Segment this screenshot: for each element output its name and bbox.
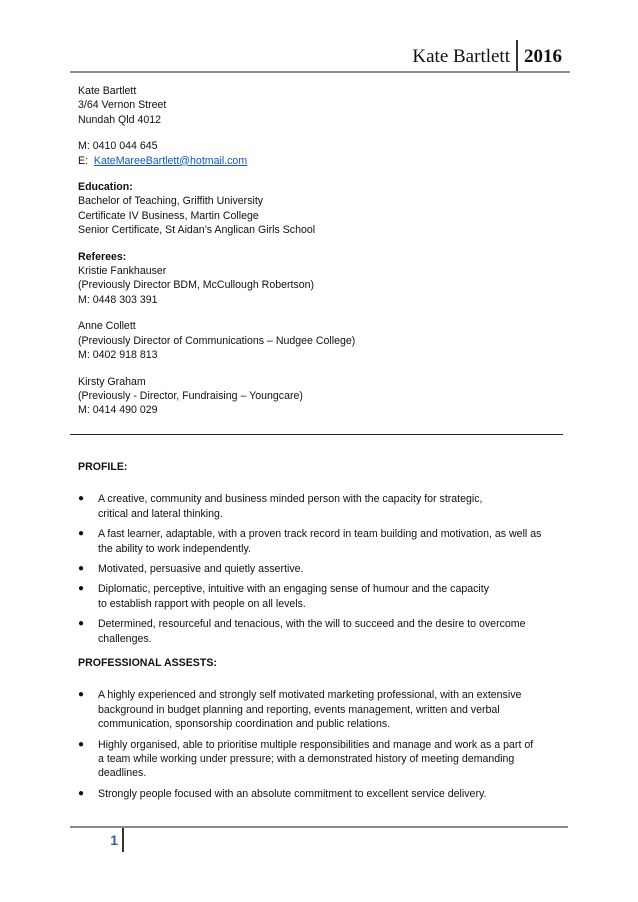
bullet-icon: ● <box>78 583 85 595</box>
contact-name: Kate Bartlett <box>78 85 137 97</box>
profile-list <box>78 492 578 646</box>
referee-name: Kirsty Graham <box>78 375 146 388</box>
page-footer <box>70 828 124 852</box>
profile-section <box>78 460 578 652</box>
bullet-icon: ● <box>78 493 85 505</box>
assets-list <box>78 688 578 801</box>
referee-role: (Previously Director BDM, McCullough Robertson) <box>78 279 315 292</box>
contact-block <box>78 84 578 418</box>
profile-bullet: ● Diplomatic, perceptive, intuitive with an engaging sense of humour and the capacity to establish rapport with people on all levels. <box>78 583 490 610</box>
referee-phone: M: 0402 918 813 <box>78 349 158 362</box>
section-divider <box>70 434 563 435</box>
email-link[interactable]: KateMareeBartlett@hotmail.com <box>93 154 248 167</box>
bullet-icon: ● <box>78 618 85 630</box>
header-rule <box>70 71 570 73</box>
page-number: 1 <box>110 832 118 848</box>
education-item: Certificate IV Business, Martin College <box>78 209 259 222</box>
contact-address-line1: 3/64 Vernon Street <box>78 99 167 112</box>
bullet-icon: ● <box>78 563 85 575</box>
page-header <box>412 38 562 72</box>
header-name: Kate Bartlett <box>412 46 510 67</box>
profile-bullet: ● A fast learner, adaptable, with a proven track record in team building and motivation, as well as the ability to work independently. <box>78 528 542 555</box>
bullet-icon: ● <box>78 787 85 799</box>
profile-bullet: ● Motivated, persuasive and quietly assertive. <box>78 563 304 576</box>
assets-bullet: ● A highly experienced and strongly self motivated marketing professional, with an extensive background in budget planning and reporting, events management, written and verbal communication, sponsorship coordination and public relations. <box>78 689 522 731</box>
referee-role: (Previously - Director, Fundraising – Youngcare) <box>78 389 303 402</box>
education-item: Bachelor of Teaching, Griffith University <box>78 195 264 208</box>
header-year: 2016 <box>524 46 562 67</box>
contact-mobile: M: 0410 044 645 <box>78 140 158 153</box>
footer-rule <box>70 826 568 828</box>
assets-title: PROFESSIONAL ASSESTS: <box>78 657 217 669</box>
referees-title: Referees: <box>78 250 127 263</box>
profile-bullet: ● A creative, community and business minded person with the capacity for strategic, critical and lateral thinking. <box>78 493 483 520</box>
referee-name: Anne Collett <box>78 320 136 333</box>
contact-email-line <box>78 154 578 168</box>
assets-section <box>78 656 578 807</box>
footer-separator <box>122 828 124 852</box>
email-prefix: E: <box>78 154 89 167</box>
assets-bullet: ● Strongly people focused with an absolute commitment to excellent service delivery. <box>78 787 487 800</box>
assets-bullet: ● Highly organised, able to prioritise multiple responsibilities and manage and work as a part of a team while working under pressure; with a demonstrated history of meeting demanding deadlines. <box>78 738 534 780</box>
referee-role: (Previously Director of Communications – Nudgee College) <box>78 334 356 347</box>
education-title: Education: <box>78 181 133 194</box>
referee-name: Kristie Fankhauser <box>78 265 167 278</box>
bullet-icon: ● <box>78 689 85 701</box>
bullet-icon: ● <box>78 528 85 540</box>
referee-phone: M: 0448 303 391 <box>78 293 158 306</box>
bullet-icon: ● <box>78 738 85 750</box>
referee-phone: M: 0414 490 029 <box>78 404 158 417</box>
education-item: Senior Certificate, St Aidan’s Anglican Girls School <box>78 224 316 237</box>
profile-title: PROFILE: <box>78 461 128 473</box>
profile-bullet: ● Determined, resourceful and tenacious, with the will to succeed and the desire to overcome challenges. <box>78 618 526 645</box>
contact-address-line2: Nundah Qld 4012 <box>78 113 162 126</box>
